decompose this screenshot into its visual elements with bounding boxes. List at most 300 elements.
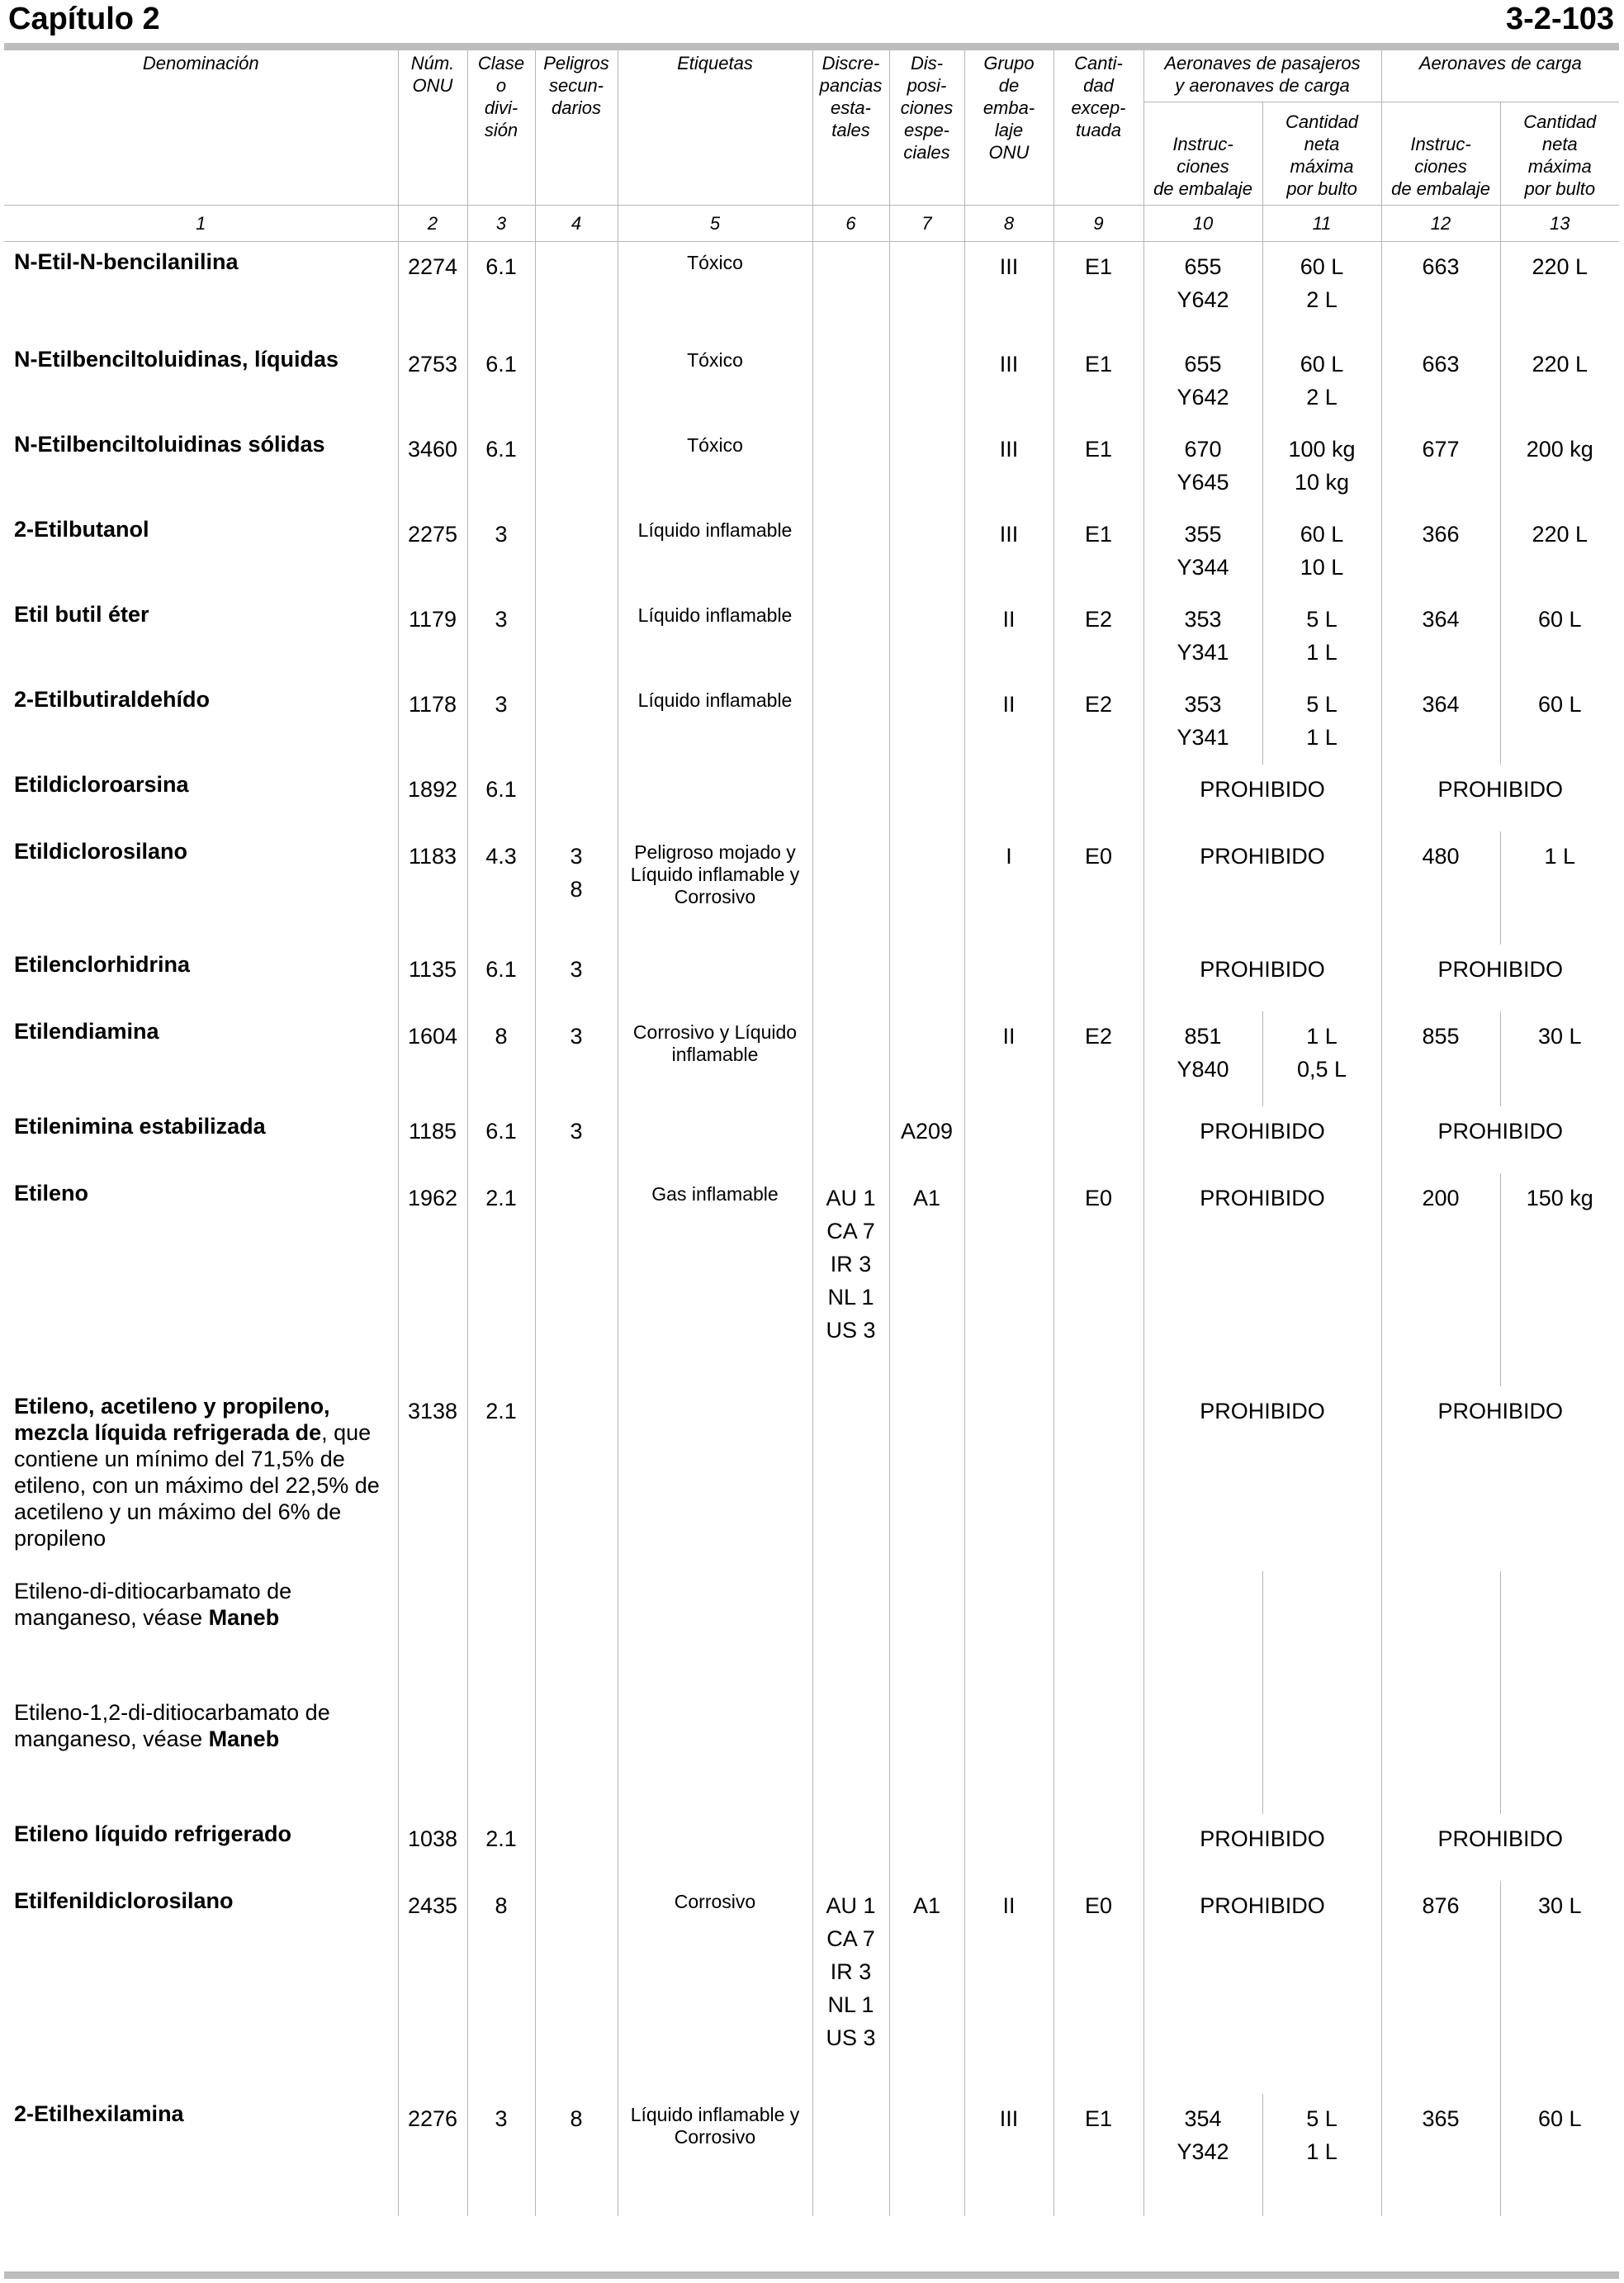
- cell-denominacion: [4, 680, 398, 765]
- cell-content: [965, 1106, 1053, 1115]
- cell-cao-quantity: [1500, 509, 1619, 594]
- cell-pax-prohibited: [1143, 1386, 1381, 1571]
- cell-pax-quantity: [1262, 509, 1381, 594]
- cell-content: E1: [1084, 351, 1113, 377]
- cell-content: [890, 765, 964, 773]
- cell-un-number: [398, 1814, 467, 1881]
- header-line: Discre-: [821, 53, 880, 73]
- header-line: ciales: [903, 142, 950, 163]
- cell-line: 60 L: [1300, 351, 1344, 377]
- cell-content: [813, 1386, 889, 1395]
- cell-excepted-quantity: [1053, 594, 1143, 680]
- cell-pax-quantity: [1262, 1011, 1381, 1106]
- cell-class: [467, 424, 535, 509]
- header-line: y aeronaves de carga: [1175, 75, 1350, 96]
- cell-cao-instruction: [1381, 680, 1500, 765]
- empty-cell: [812, 1571, 889, 1693]
- cell-content: [536, 2094, 618, 2135]
- cell-state-variations: [812, 1814, 889, 1881]
- cell-line: 0,5 L: [1296, 1056, 1347, 1082]
- header-line: sión: [484, 120, 518, 140]
- empty-cell: [964, 1571, 1053, 1693]
- cell-packing-group: [964, 1814, 1053, 1881]
- cell-line: Y642: [1177, 384, 1229, 410]
- cell-subsidiary-hazard: [535, 1814, 618, 1881]
- column-number: 12: [1381, 206, 1500, 242]
- cell-content: 6.1: [485, 1118, 517, 1144]
- cell-denominacion: [4, 594, 398, 680]
- cell-labels: [618, 2094, 812, 2216]
- cell-packing-group: [964, 594, 1053, 680]
- cell-content: [890, 339, 964, 348]
- cell-content: 3460: [407, 436, 458, 462]
- cell-class: [467, 945, 535, 1011]
- cell-labels: [618, 1814, 812, 1881]
- header-line: máxima: [1527, 156, 1592, 177]
- cell-content: 6.1: [485, 956, 517, 982]
- cell-content: [618, 765, 812, 774]
- cell-excepted-quantity: [1053, 242, 1143, 339]
- cell-content: 2.1: [485, 1826, 517, 1851]
- cell-content: 855: [1422, 1023, 1460, 1049]
- cell-content: [890, 831, 964, 840]
- cell-content: 1135: [408, 956, 457, 982]
- header-line: tuada: [1075, 120, 1122, 140]
- cell-special-provisions: [889, 242, 964, 339]
- cell-content: [618, 339, 812, 372]
- cell-un-number: [398, 2094, 467, 2216]
- header-line: de: [998, 75, 1020, 96]
- col-header-clase: [467, 50, 535, 206]
- cell-excepted-quantity: [1053, 765, 1143, 831]
- cell-labels: [618, 1881, 812, 2094]
- cell-excepted-quantity: [1053, 680, 1143, 765]
- cell-cao-quantity: [1500, 831, 1619, 945]
- cell-subsidiary-hazard: [535, 1106, 618, 1173]
- cell-state-variations: [812, 2094, 889, 2216]
- cell-content: [1144, 2094, 1262, 2168]
- cell-content: [618, 1881, 812, 1913]
- cell-content: 3: [495, 606, 508, 632]
- column-number: 4: [535, 206, 618, 242]
- cell-content: 200 kg: [1526, 436, 1593, 462]
- cell-cao-prohibited: [1381, 765, 1619, 831]
- cell-subsidiary-hazard: [535, 424, 618, 509]
- empty-cell: [889, 1693, 964, 1814]
- cell-class: [467, 1881, 535, 2094]
- cell-content: [965, 1814, 1053, 1822]
- cell-content: [965, 945, 1053, 953]
- cell-content: [618, 424, 812, 457]
- cell-line: Corrosivo: [674, 1890, 756, 1912]
- header-line: Canti-: [1074, 53, 1123, 73]
- table-row: [4, 1173, 1619, 1386]
- cell-packing-group: [964, 1173, 1053, 1386]
- cell-cao-quantity: [1500, 339, 1619, 424]
- cell-content: [618, 242, 812, 274]
- cell-line: 353: [1184, 606, 1222, 632]
- empty-cell: [535, 1693, 618, 1814]
- cell-line: 1 L: [1306, 2139, 1338, 2164]
- header-line: espe-: [903, 120, 950, 140]
- column-number: 5: [618, 206, 812, 242]
- cell-content: [813, 242, 889, 250]
- cell-content: 663: [1422, 351, 1460, 377]
- cell-content: [618, 831, 812, 908]
- cell-labels: [618, 242, 812, 339]
- cell-content: [1263, 2094, 1381, 2168]
- cell-cao-quantity: [1500, 1881, 1619, 2094]
- cell-line: 10 L: [1300, 554, 1344, 580]
- cell-packing-group: [964, 1881, 1053, 2094]
- cell-content: 1178: [408, 691, 457, 717]
- cell-line: 354: [1184, 2105, 1222, 2131]
- empty-cell: [535, 1571, 618, 1693]
- cell-state-variations: [812, 424, 889, 509]
- prohibited-text: PROHIBIDO: [1200, 956, 1325, 982]
- header-line: Grupo: [983, 53, 1035, 73]
- entry-name: Etil butil éter: [14, 601, 149, 627]
- cell-denominacion: [4, 945, 398, 1011]
- cell-content: [1054, 945, 1143, 953]
- cell-content: II: [1002, 691, 1016, 717]
- cell-un-number: [398, 1106, 467, 1173]
- cell-line: AU 1: [826, 1892, 876, 1918]
- header-line: Núm.: [410, 53, 455, 73]
- bottom-rule: [4, 2271, 1619, 2279]
- cell-special-provisions: [889, 1814, 964, 1881]
- cell-content: 663: [1422, 254, 1460, 279]
- col-header-cao-cantidad: [1500, 102, 1619, 206]
- cell-content: [618, 945, 812, 954]
- entry-name: Etilfenildiclorosilano: [14, 1888, 234, 1913]
- cell-content: II: [1002, 1023, 1016, 1049]
- cell-cao-instruction: [1381, 831, 1500, 945]
- column-number: 10: [1143, 206, 1262, 242]
- cell-content: [536, 765, 618, 773]
- cell-content: 220 L: [1532, 521, 1588, 547]
- cell-un-number: [398, 1386, 467, 1571]
- cell-content: [965, 765, 1053, 773]
- cell-excepted-quantity: [1053, 1106, 1143, 1173]
- cell-content: III: [999, 254, 1019, 279]
- cell-subsidiary-hazard: [535, 831, 618, 945]
- cell-class: [467, 1814, 535, 1881]
- cell-un-number: [398, 242, 467, 339]
- cell-content: E0: [1084, 1892, 1113, 1918]
- cell-content: [618, 1814, 812, 1824]
- cell-content: [890, 424, 964, 433]
- table-row: [4, 1571, 1619, 1693]
- cell-content: A1: [912, 1185, 941, 1210]
- col-header-num-onu: [398, 50, 467, 206]
- header-line: ONU: [988, 142, 1030, 163]
- cell-labels: [618, 945, 812, 1011]
- cell-content: 3: [495, 2105, 508, 2131]
- cell-state-variations: [812, 1173, 889, 1386]
- empty-cell: [964, 1693, 1053, 1814]
- empty-cell: [1053, 1693, 1143, 1814]
- cell-content: [890, 1814, 964, 1822]
- col-header-denominacion: Denominación: [142, 53, 259, 73]
- header-line: Cantidad: [1523, 111, 1597, 132]
- cell-content: 364: [1422, 606, 1460, 632]
- cell-line: Y341: [1177, 724, 1229, 750]
- cell-content: [813, 1881, 889, 2054]
- cell-content: 1892: [407, 776, 458, 802]
- cell-subsidiary-hazard: [535, 1173, 618, 1386]
- empty-cell: [1262, 1571, 1381, 1693]
- header-line: neta: [1541, 134, 1578, 154]
- cell-content: [813, 2094, 889, 2102]
- cell-content: [536, 339, 618, 348]
- cell-cao-instruction: [1381, 339, 1500, 424]
- cell-pax-instruction: [1143, 1011, 1262, 1106]
- header-line: pancias: [819, 75, 883, 96]
- cell-cao-prohibited: [1381, 945, 1619, 1011]
- column-number-row: [4, 206, 1619, 242]
- cell-content: [1144, 242, 1262, 316]
- cell-line: Tóxico: [687, 252, 743, 273]
- cell-un-number: [398, 1173, 467, 1386]
- cell-packing-group: [964, 945, 1053, 1011]
- cell-class: [467, 242, 535, 339]
- cell-line: CA 7: [826, 1218, 875, 1243]
- cell-un-number: [398, 945, 467, 1011]
- header-line: Aeronaves de pasajeros: [1164, 53, 1361, 73]
- cell-labels: [618, 594, 812, 680]
- cell-content: 60 L: [1537, 2105, 1582, 2131]
- cell-content: [618, 1106, 812, 1116]
- col-header-cantidad-exceptuada: [1053, 50, 1143, 206]
- cell-line: 8: [570, 876, 583, 902]
- header-line: dad: [1083, 75, 1114, 96]
- cell-content: E1: [1084, 436, 1113, 462]
- cell-cao-instruction: [1381, 242, 1500, 339]
- cell-line: Líquido inflamable: [637, 519, 793, 541]
- cell-content: [1144, 424, 1262, 499]
- cell-content: 60 L: [1537, 691, 1582, 717]
- column-number: 13: [1500, 206, 1619, 242]
- cell-content: 60 L: [1537, 606, 1582, 632]
- cell-denominacion: [4, 242, 398, 339]
- header-line: Instruc-: [1172, 134, 1233, 154]
- cell-content: [1263, 680, 1381, 754]
- cell-line: AU 1: [826, 1185, 876, 1210]
- cell-content: III: [999, 521, 1019, 547]
- cell-excepted-quantity: [1053, 1386, 1143, 1571]
- table-row: [4, 242, 1619, 339]
- cell-content: 220 L: [1532, 254, 1588, 279]
- cell-content: 30 L: [1537, 1892, 1582, 1918]
- cell-excepted-quantity: [1053, 1173, 1143, 1386]
- cell-content: A209: [900, 1118, 954, 1144]
- header-line: excep-: [1071, 97, 1126, 118]
- cell-un-number: [398, 831, 467, 945]
- cell-pax-prohibited: [1143, 1881, 1381, 2094]
- cell-line: US 3: [826, 2025, 876, 2050]
- cell-line: Y645: [1177, 469, 1229, 495]
- cell-content: 6.1: [485, 254, 517, 279]
- cell-line: 5 L: [1306, 2105, 1338, 2131]
- prohibited-text: PROHIBIDO: [1200, 843, 1325, 869]
- cell-content: [536, 1106, 618, 1148]
- table-row: [4, 1011, 1619, 1106]
- cell-cao-prohibited: [1381, 1814, 1619, 1881]
- empty-cell: [812, 1693, 889, 1814]
- cell-content: [813, 1011, 889, 1020]
- cell-content: [618, 1173, 812, 1205]
- cell-special-provisions: [889, 680, 964, 765]
- cell-subsidiary-hazard: [535, 339, 618, 424]
- cell-content: [1144, 594, 1262, 669]
- entry-name-qualifier: , que contiene un mínimo del 71,5% de etileno, con un máximo del 22,5% de acetileno y un máximo del 6% de propileno: [14, 1419, 380, 1551]
- cell-content: [1144, 680, 1262, 754]
- empty-cell: [1053, 1571, 1143, 1693]
- cell-un-number: [398, 1011, 467, 1106]
- cell-packing-group: [964, 1106, 1053, 1173]
- cell-state-variations: [812, 509, 889, 594]
- cell-content: 8: [495, 1892, 508, 1918]
- empty-cell: [1143, 1693, 1262, 1814]
- cell-content: [890, 594, 964, 603]
- col-header-cao-instrucciones: [1381, 102, 1500, 206]
- cell-content: 2.1: [485, 1398, 517, 1423]
- cell-un-number: [398, 594, 467, 680]
- col-header-peligros: [535, 50, 618, 206]
- cell-content: 1604: [407, 1023, 458, 1049]
- entry-name: N-Etilbenciltoluidinas, líquidas: [14, 346, 339, 372]
- table-row: [4, 831, 1619, 945]
- cell-content: 1 L: [1544, 843, 1576, 869]
- cell-cao-quantity: [1500, 680, 1619, 765]
- cell-packing-group: [964, 1011, 1053, 1106]
- cell-line: inflamable: [671, 1043, 759, 1065]
- cell-content: [813, 509, 889, 518]
- cell-content: [813, 831, 889, 840]
- header-line: ciones: [900, 97, 954, 118]
- table-row: [4, 1814, 1619, 1881]
- cell-content: [1054, 765, 1143, 773]
- cell-denominacion: [4, 509, 398, 594]
- cell-content: [1263, 1011, 1381, 1086]
- cell-content: 6.1: [485, 436, 517, 462]
- header-line: neta: [1304, 134, 1340, 154]
- cell-content: [536, 1386, 618, 1395]
- empty-cell: [467, 1571, 535, 1693]
- prohibited-text: PROHIBIDO: [1437, 776, 1564, 802]
- cell-special-provisions: [889, 1173, 964, 1386]
- cell-line: 1 L: [1306, 1023, 1338, 1049]
- cell-line: 8: [570, 2105, 583, 2131]
- cell-content: 366: [1422, 521, 1460, 547]
- entry-name: 2-Etilhexilamina: [14, 2101, 184, 2126]
- cell-pax-prohibited: [1143, 1173, 1381, 1386]
- cell-content: 2275: [407, 521, 458, 547]
- cell-un-number: [398, 339, 467, 424]
- cell-labels: [618, 765, 812, 831]
- cell-content: E2: [1084, 691, 1113, 717]
- cell-pax-prohibited: [1143, 831, 1381, 945]
- table-row: [4, 1693, 1619, 1814]
- cell-subsidiary-hazard: [535, 242, 618, 339]
- column-number: 7: [889, 206, 964, 242]
- cell-cao-quantity: [1500, 1011, 1619, 1106]
- column-number: 3: [467, 206, 535, 242]
- cell-content: [536, 424, 618, 433]
- cell-content: 2274: [407, 254, 458, 279]
- cell-content: II: [1002, 606, 1016, 632]
- cell-denominacion: [4, 1571, 398, 1693]
- cell-content: 1038: [407, 1826, 458, 1851]
- cell-content: [618, 594, 812, 627]
- cell-denominacion: [4, 1106, 398, 1173]
- cell-class: [467, 509, 535, 594]
- cell-content: [890, 945, 964, 953]
- cell-line: 670: [1184, 436, 1222, 462]
- cell-labels: [618, 424, 812, 509]
- cell-line: 60 L: [1300, 254, 1344, 279]
- cell-denominacion: [4, 1386, 398, 1571]
- cell-content: [536, 1173, 618, 1182]
- cell-pax-instruction: [1143, 594, 1262, 680]
- cell-content: [1263, 242, 1381, 316]
- header-line: por bulto: [1524, 178, 1596, 199]
- cell-line: 851: [1184, 1023, 1222, 1049]
- cell-pax-instruction: [1143, 339, 1262, 424]
- cell-pax-instruction: [1143, 680, 1262, 765]
- cell-state-variations: [812, 1011, 889, 1106]
- cell-excepted-quantity: [1053, 945, 1143, 1011]
- cell-content: [536, 1011, 618, 1053]
- cell-content: [1263, 594, 1381, 669]
- header-line: darios: [552, 97, 601, 118]
- cell-line: Corrosivo y Líquido: [632, 1021, 798, 1043]
- cell-content: [813, 594, 889, 603]
- cell-line: 3: [570, 843, 583, 869]
- cell-un-number: [398, 765, 467, 831]
- cell-content: E2: [1084, 1023, 1113, 1049]
- cell-pax-instruction: [1143, 509, 1262, 594]
- entry-name: Etildicloroarsina: [14, 771, 189, 797]
- header-line: esta-: [831, 97, 871, 118]
- cell-content: 3: [495, 691, 508, 717]
- cell-content: 365: [1422, 2105, 1460, 2131]
- column-number: 11: [1262, 206, 1381, 242]
- cell-special-provisions: [889, 831, 964, 945]
- cell-special-provisions: [889, 1011, 964, 1106]
- prohibited-text: PROHIBIDO: [1200, 1398, 1325, 1423]
- cell-content: E1: [1084, 2105, 1113, 2131]
- cell-line: Líquido inflamable y: [630, 863, 800, 885]
- chapter-title: Capítulo 2: [8, 2, 160, 36]
- cell-cao-quantity: [1500, 594, 1619, 680]
- cell-content: [618, 1386, 812, 1396]
- cell-cao-instruction: [1381, 1881, 1500, 2094]
- header-line: laje: [994, 120, 1024, 140]
- cell-excepted-quantity: [1053, 339, 1143, 424]
- cell-content: E1: [1084, 254, 1113, 279]
- column-number: 9: [1053, 206, 1143, 242]
- cell-content: 677: [1422, 436, 1460, 462]
- cell-content: [890, 1386, 964, 1395]
- cell-labels: [618, 1386, 812, 1571]
- table-row: [4, 680, 1619, 765]
- cell-content: [890, 242, 964, 250]
- cell-content: 480: [1422, 843, 1460, 869]
- cell-content: E2: [1084, 606, 1113, 632]
- col-header-disposiciones: [889, 50, 964, 206]
